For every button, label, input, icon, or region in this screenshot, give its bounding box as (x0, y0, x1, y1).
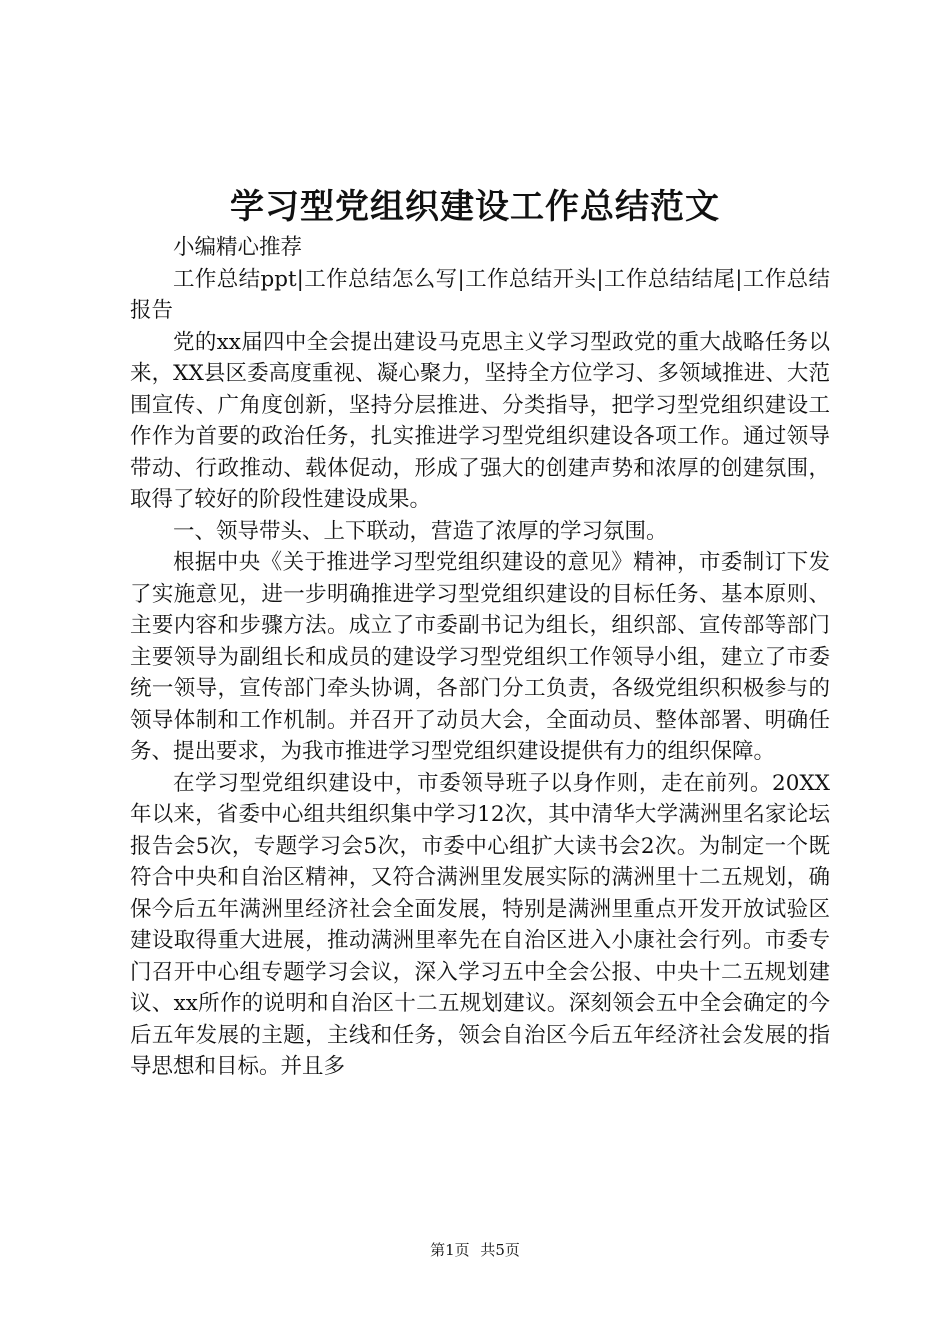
page-footer (0, 1240, 950, 1260)
paragraph-section-1: 根据中央《关于推进学习型党组织建设的意见》精神，市委制订下发了实施意见，进一步明确推进学习型党组织建设的目标任务、基本原则、主要内容和步骤方法。成立了市委副书记为组长，组织部、宣传部等部门主要领导为副组长和成员的建设学习型党组织工作领导小组，建立了市委统一领导，宣传部门牵头协调，各部门分工负责，各级党组织积极参与的领导体制和工作机制。并召开了动员大会，全面动员、整体部署、明确任务、提出要求，为我市推进学习型党组织建设提供有力的组织保障。 (130, 550, 830, 764)
page-number: 第1页 (430, 1241, 470, 1259)
paragraph-links: 工作总结ppt|工作总结怎么写|工作总结开头|工作总结结尾|工作总结报告 (130, 266, 830, 323)
section-heading-1: 一、领导带头、上下联动，营造了浓厚的学习氛围。 (173, 518, 668, 544)
paragraph-recommend: 小编精心推荐 (173, 235, 303, 260)
document-title: 学习型党组织建设工作总结范文 (230, 187, 720, 227)
paragraph-intro: 党的xx届四中全会提出建设马克思主义学习型政党的重大战略任务以来，XX县区委高度重视、凝心聚力，坚持全方位学习、多领域推进、大范围宣传、广角度创新，坚持分层推进、分类指导，把学习型党组织建设工作作为首要的政治任务，扎实推进学习型党组织建设各项工作。通过领导带动、行政推动、载体促动，形成了强大的创建声势和浓厚的创建氛围，取得了较好的阶段性建设成果。 (130, 329, 830, 512)
document-body (130, 232, 830, 1083)
paragraph-section-1-continued: 在学习型党组织建设中，市委领导班子以身作则，走在前列。20XX年以来，省委中心组共组织集中学习12次，其中清华大学满洲里名家论坛报告会5次，专题学习会5次，市委中心组扩大读书会2次。为制定一个既符合中央和自治区精神，又符合满洲里发展实际的满洲里十二五规划，确保今后五年满洲里经济社会全面发展，特别是满洲里重点开发开放试验区建设取得重大进展，推动满洲里率先在自治区进入小康社会行列。市委专门召开中心组专题学习会议，深入学习五中全会公报、中央十二五规划建议、xx所作的说明和自治区十二五规划建议。深刻领会五中全会确定的今后五年发展的主题，主线和任务，领会自治区今后五年经济社会发展的指导思想和目标。并且多 (130, 770, 830, 1079)
page-total: 共5页 (480, 1241, 520, 1259)
